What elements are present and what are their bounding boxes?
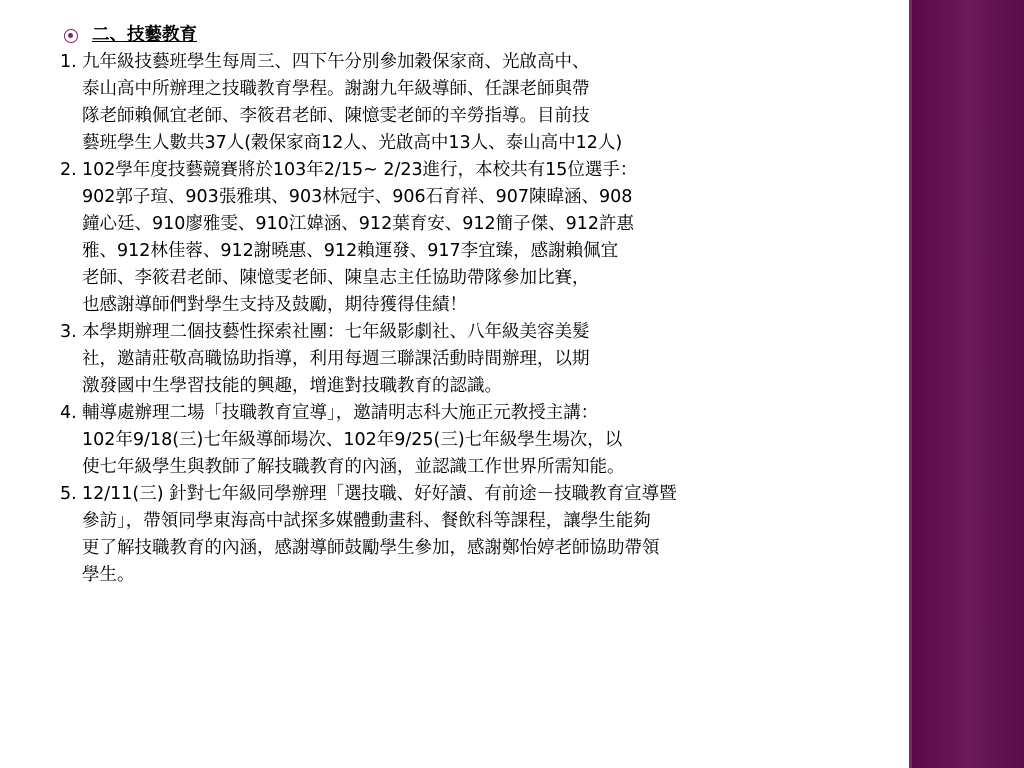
item-line: 102學年度技藝競賽將於103年2/15~ 2/23進行，本校共有15位選手： — [82, 160, 638, 180]
list-item-4 — [60, 400, 860, 481]
item-line: 參訪」，帶領同學東海高中試探多媒體動畫科、餐飲科等課程，讓學生能夠 — [82, 511, 651, 531]
item-list — [60, 49, 860, 589]
item-number: 1. — [60, 52, 77, 72]
bullet-circle-icon — [64, 29, 78, 43]
item-line: 12/11(三) 針對七年級同學辦理「選技職、好好讀、有前途－技職教育宣導暨 — [82, 484, 677, 504]
item-text — [82, 481, 860, 589]
item-number: 3. — [60, 322, 77, 342]
item-line: 藝班學生人數共37人(穀保家商12人、光啟高中13人、泰山高中12人) — [82, 133, 623, 153]
item-number: 5. — [60, 484, 77, 504]
item-text — [82, 157, 860, 319]
item-line: 也感謝導師們對學生支持及鼓勵，期待獲得佳績！ — [82, 295, 467, 315]
item-text — [82, 319, 860, 400]
item-line: 輔導處辦理二場「技職教育宣導」，邀請明志科大施正元教授主講： — [82, 403, 599, 423]
heading-row — [60, 22, 860, 49]
list-item-5 — [60, 481, 860, 589]
list-item-3 — [60, 319, 860, 400]
item-line: 學生。 — [82, 565, 135, 585]
item-line: 隊老師賴佩宜老師、李筱君老師、陳憶雯老師的辛勞指導。目前技 — [82, 106, 590, 126]
list-item-1 — [60, 49, 860, 157]
item-line: 更了解技職教育的內涵，感謝導師鼓勵學生參加，感謝鄭怡婷老師協助帶領 — [82, 538, 660, 558]
item-line: 使七年級學生與教師了解技職教育的內涵，並認識工作世界所需知能。 — [82, 457, 625, 477]
side-band-decoration — [912, 0, 1024, 768]
item-line: 泰山高中所辦理之技職教育學程。謝謝九年級導師、任課老師與帶 — [82, 79, 590, 99]
item-line: 雅、912林佳蓉、912謝曉惠、912賴運發、917李宜臻，感謝賴佩宜 — [82, 241, 619, 261]
list-item-2 — [60, 157, 860, 319]
item-line: 老師、李筱君老師、陳憶雯老師、陳皇志主任協助帶隊參加比賽， — [82, 268, 590, 288]
item-line: 九年級技藝班學生每周三、四下午分別參加穀保家商、光啟高中、 — [82, 52, 590, 72]
section-heading: 二、技藝教育 — [92, 25, 197, 45]
item-number: 2. — [60, 160, 77, 180]
item-line: 902郭子瑄、903張雅琪、903林冠宇、906石育祥、907陳暐涵、908 — [82, 187, 633, 207]
item-line: 社，邀請莊敬高職協助指導，利用每週三聯課活動時間辦理，以期 — [82, 349, 590, 369]
item-number: 4. — [60, 403, 77, 423]
slide-content — [60, 22, 860, 589]
item-line: 102年9/18(三)七年級導師場次、102年9/25(三)七年級學生場次，以 — [82, 430, 623, 450]
item-line: 鐘心廷、910廖雅雯、910江媁涵、912葉育安、912簡子傑、912許惠 — [82, 214, 635, 234]
item-line: 本學期辦理二個技藝性探索社團：七年級影劇社、八年級美容美髮 — [82, 322, 590, 342]
item-text — [82, 400, 860, 481]
item-line: 激發國中生學習技能的興趣，增進對技職教育的認識。 — [82, 376, 502, 396]
item-text — [82, 49, 860, 157]
